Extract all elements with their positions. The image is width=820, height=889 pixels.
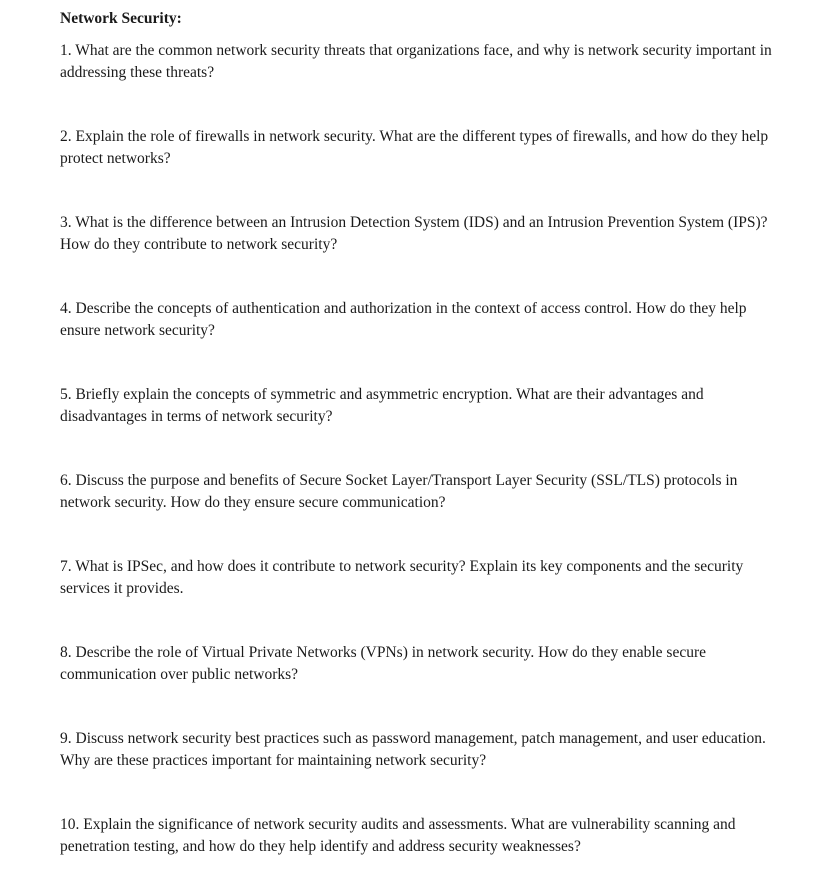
document-title: Network Security:	[60, 10, 182, 27]
question-6: 6. Discuss the purpose and benefits of Secure Socket Layer/Transport Layer Security (SSL/TLS) protocols in network security. How do they ensure secure communication?	[60, 472, 738, 511]
question-8: 8. Describe the role of Virtual Private Networks (VPNs) in network security. How do they enable secure communication over public networks?	[60, 644, 707, 683]
question-4: 4. Describe the concepts of authentication and authorization in the context of access control. How do they help ensure network security?	[60, 300, 747, 339]
question-1: 1. What are the common network security threats that organizations face, and why is network security important in addressing these threats?	[60, 42, 772, 81]
question-9: 9. Discuss network security best practices such as password management, patch management, and user education. Why are these practices important for maintaining network security?	[60, 730, 766, 769]
question-3: 3. What is the difference between an Intrusion Detection System (IDS) and an Intrusion Prevention System (IPS)? How do they contribute to network security?	[60, 214, 768, 253]
question-5: 5. Briefly explain the concepts of symmetric and asymmetric encryption. What are their advantages and disadvantages in terms of network security?	[60, 386, 704, 425]
question-2: 2. Explain the role of firewalls in network security. What are the different types of firewalls, and how do they help protect networks?	[60, 128, 769, 167]
question-7: 7. What is IPSec, and how does it contribute to network security? Explain its key components and the security services it provides.	[60, 558, 744, 597]
question-10: 10. Explain the significance of network security audits and assessments. What are vulnerability scanning and penetration testing, and how do they help identify and address security weaknesses?	[60, 816, 736, 855]
